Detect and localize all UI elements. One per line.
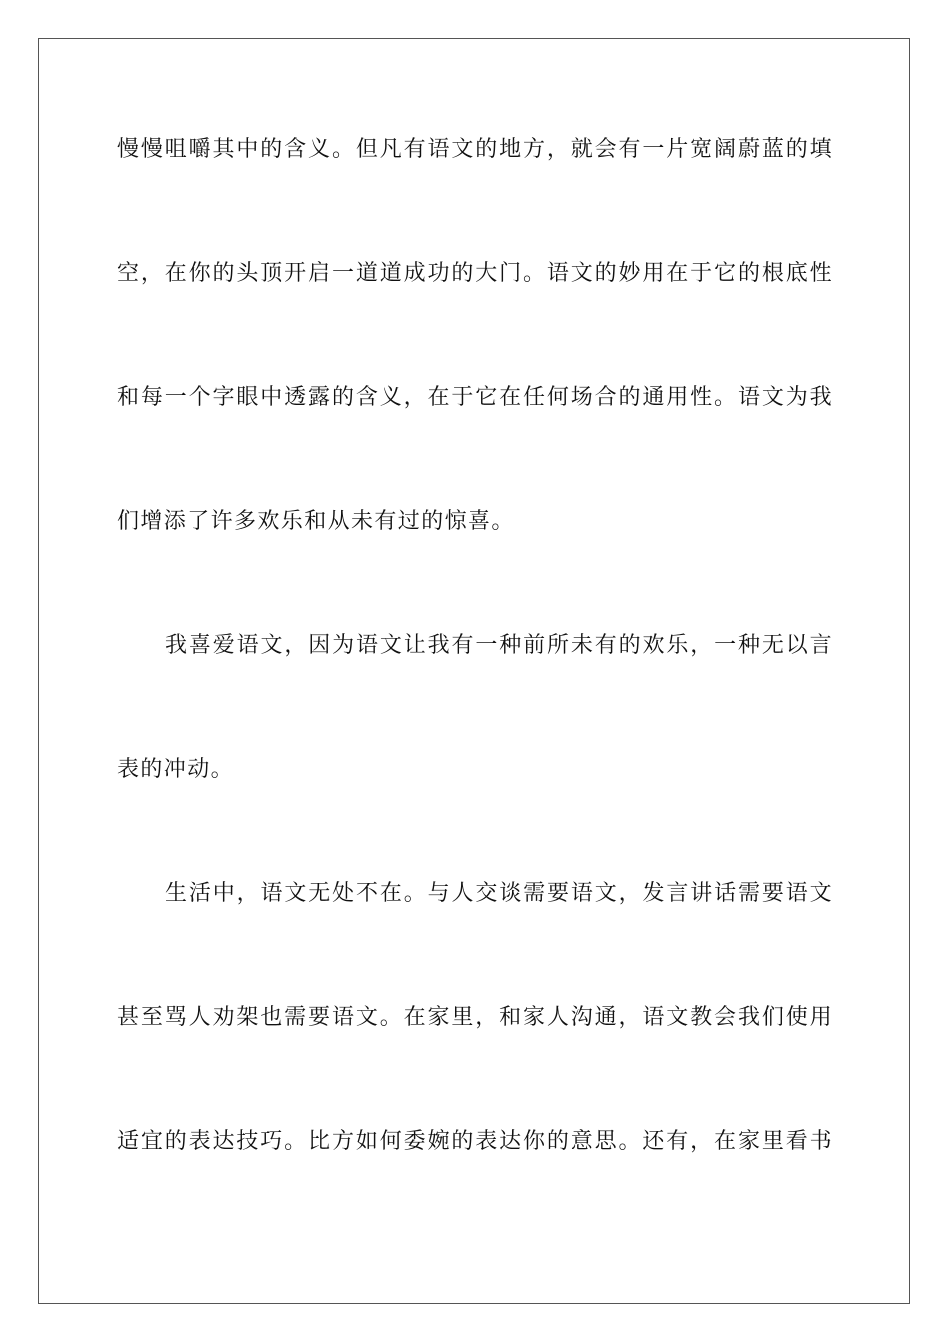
page-border bbox=[38, 38, 910, 1304]
paragraph-line: 表的冲动。 bbox=[117, 757, 235, 782]
paragraph-line: 空，在你的头顶开启一道道成功的大门。语文的妙用在于它的根底性 bbox=[117, 261, 833, 286]
paragraph-line: 慢慢咀嚼其中的含义。但凡有语文的地方，就会有一片宽阔蔚蓝的填 bbox=[117, 137, 833, 162]
paragraph-line: 和每一个字眼中透露的含义，在于它在任何场合的通用性。语文为我 bbox=[117, 385, 833, 410]
paragraph-line: 适宜的表达技巧。比方如何委婉的表达你的意思。还有，在家里看书 bbox=[117, 1129, 833, 1154]
paragraph-line: 我喜爱语文，因为语文让我有一种前所未有的欢乐，一种无以言 bbox=[165, 633, 833, 658]
paragraph-line: 生活中，语文无处不在。与人交谈需要语文，发言讲话需要语文 bbox=[165, 881, 833, 906]
paragraph-line: 们增添了许多欢乐和从未有过的惊喜。 bbox=[117, 509, 515, 534]
paragraph-line: 甚至骂人劝架也需要语文。在家里，和家人沟通，语文教会我们使用 bbox=[117, 1005, 833, 1030]
